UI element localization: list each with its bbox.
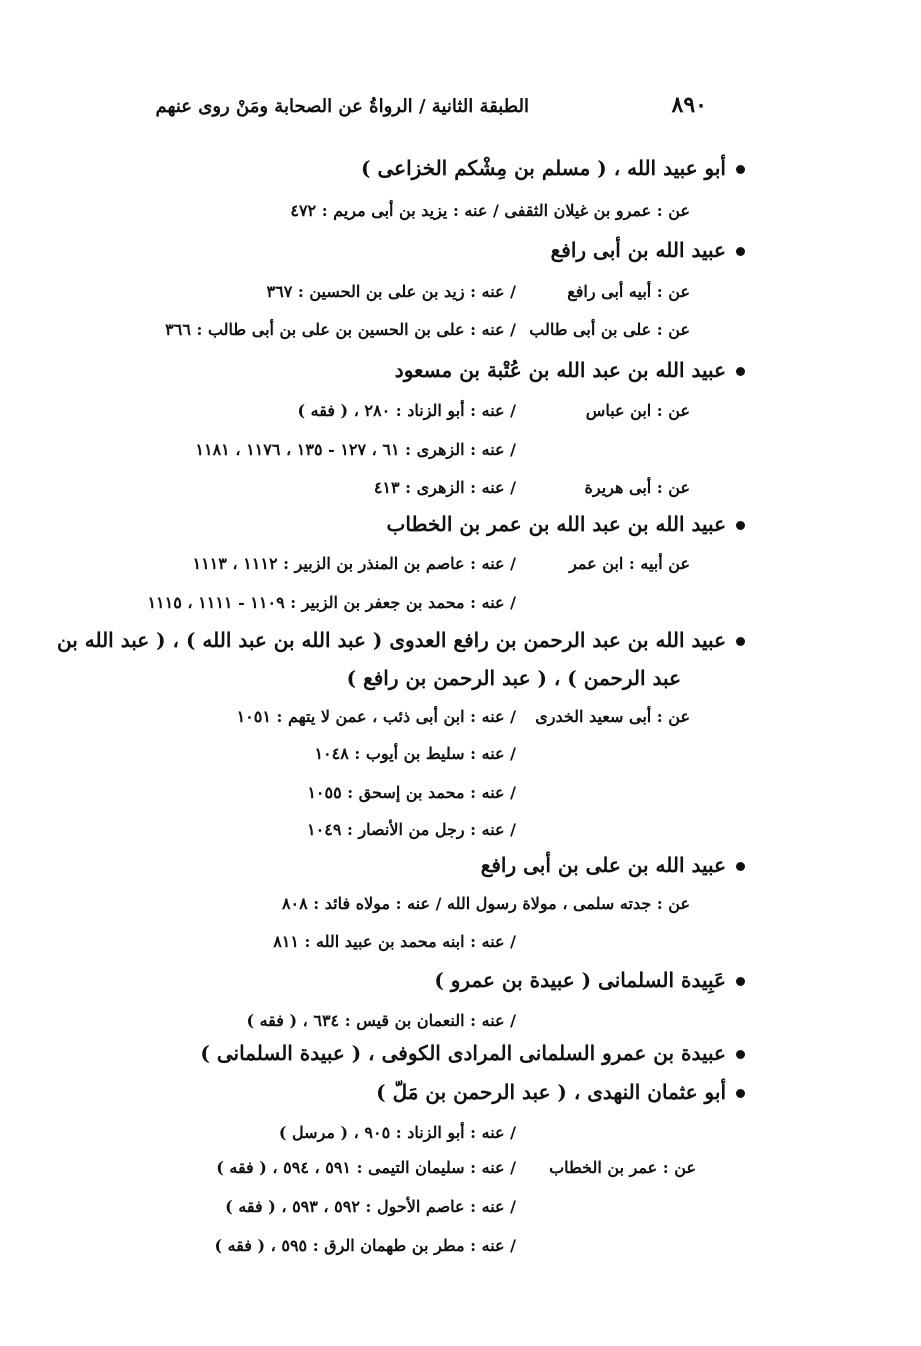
entry-heading-text: عبيدة بن عمرو السلمانى المرادى الكوفى ، ( عبيدة السلمانى ) <box>200 1041 726 1065</box>
entry-line-to: / عنه : أبو الزناد : ٢٨٠ ، ( فقه ) <box>297 401 516 420</box>
entry-heading-text: عبيد الله بن أبى رافع <box>550 238 726 262</box>
entry-line-to: / عنه : سليط بن أيوب : ١٠٤٨ <box>314 744 516 763</box>
bullet-icon <box>736 165 745 174</box>
entry-line-to: / عنه : أبو الزناد : ٩٠٥ ، ( مرسل ) <box>278 1123 516 1142</box>
entry-line-from: عن : أبى سعيد الخدرى <box>535 707 690 726</box>
page-number: ٨٩٠ <box>671 92 707 118</box>
entry-line-from: عن أبيه : ابن عمر <box>569 554 690 573</box>
entry-heading <box>434 970 745 990</box>
entry-heading-continuation: عبد الرحمن ) ، ( عبد الرحمن بن رافع ) <box>346 666 681 690</box>
entry-line-from: عن : ابن عباس <box>585 401 690 420</box>
entry-heading-text: عَبِيدة السلمانى ( عبيدة بن عمرو ) <box>434 968 726 992</box>
bullet-icon <box>736 977 745 986</box>
entry-heading <box>361 158 745 178</box>
entry-heading-text: عبيد الله بن عبد الرحمن بن رافع العدوى ( عبد الله بن عبد الله ) ، ( عبد الله بن <box>56 628 726 652</box>
entry-line-to: / عنه : الزهرى : ٦١ ، ١٢٧ - ١٣٥ ، ١١٧٦ ، ١١٨١ <box>195 440 516 459</box>
entry-line-from: عن : على بن أبى طالب <box>529 320 690 339</box>
entry-line-from: عن : أبيه أبى رافع <box>567 282 690 301</box>
entry-heading <box>481 855 745 875</box>
entry-line-to: / عنه : مطر بن طهمان الرق : ٥٩٥ ، ( فقه ) <box>214 1236 516 1255</box>
entry-heading <box>57 630 745 650</box>
entry-line-to: / عنه : سليمان التيمى : ٥٩١ ، ٥٩٤ ، ( فقه ) <box>216 1158 516 1177</box>
entry-line: عن : جدته سلمى ، مولاة رسول الله / عنه : مولاه فائد : ٨٠٨ <box>281 894 690 913</box>
entry-line-to: / عنه : عاصم الأحول : ٥٩٢ ، ٥٩٣ ، ( فقه ) <box>225 1197 516 1216</box>
entry-line-to: / عنه : محمد بن إسحق : ١٠٥٥ <box>307 783 516 802</box>
entry-heading-text: عبيد الله بن عبد الله بن عُتْبة بن مسعود <box>394 358 726 382</box>
bullet-icon <box>736 1050 745 1059</box>
bullet-icon <box>736 247 745 256</box>
bullet-icon <box>736 862 745 871</box>
entry-line-to: / عنه : عاصم بن المنذر بن الزبير : ١١١٢ ، ١١١٣ <box>192 554 516 573</box>
entry-heading-text: عبيد الله بن على بن أبى رافع <box>480 853 726 877</box>
entry-heading <box>376 1082 745 1102</box>
bullet-icon <box>736 367 745 376</box>
entry-line-to: / عنه : الزهرى : ٤١٣ <box>373 478 516 497</box>
entry-line-to: / عنه : رجل من الأنصار : ١٠٤٩ <box>307 820 516 839</box>
entry-heading <box>551 240 745 260</box>
entry-heading-text: أبو عثمان النهدى ، ( عبد الرحمن بن مَلّ ) <box>376 1080 726 1104</box>
bullet-icon <box>736 637 745 646</box>
entry-heading-text: عبيد الله بن عبد الله بن عمر بن الخطاب <box>386 512 726 536</box>
entry-heading-text: أبو عبيد الله ، ( مسلم بن مِشْكم الخزاعى ) <box>361 156 726 180</box>
entry-line-to: / عنه : ابن أبى ذئب ، عمن لا يتهم : ١٠٥١ <box>236 707 516 726</box>
bullet-icon <box>736 1089 745 1098</box>
entry-heading <box>395 360 745 380</box>
entry-line: عن : عمرو بن غيلان الثقفى / عنه : يزيد بن أبى مريم : ٤٧٢ <box>290 201 690 220</box>
entry-line-to: / عنه : على بن الحسين بن على بن أبى طالب : ٣٦٦ <box>165 320 516 339</box>
entry-line-to: / عنه : زيد بن على بن الحسين : ٣٦٧ <box>266 282 516 301</box>
entry-heading <box>200 1043 745 1063</box>
running-header-title: الطبقة الثانية / الرواةُ عن الصحابة ومَنْ روى عنهم <box>155 96 529 117</box>
entry-line: / عنه : النعمان بن قيس : ٦٣٤ ، ( فقه ) <box>246 1011 516 1030</box>
entry-line-to: / عنه : محمد بن جعفر بن الزبير : ١١٠٩ - ١١١١ ، ١١١٥ <box>147 593 516 612</box>
bullet-icon <box>736 521 745 530</box>
entry-line: / عنه : ابنه محمد بن عبيد الله : ٨١١ <box>273 932 516 951</box>
entry-line-from: عن : عمر بن الخطاب <box>549 1158 696 1177</box>
entry-line-from: عن : أبى هريرة <box>584 478 690 497</box>
entry-heading <box>387 514 745 534</box>
